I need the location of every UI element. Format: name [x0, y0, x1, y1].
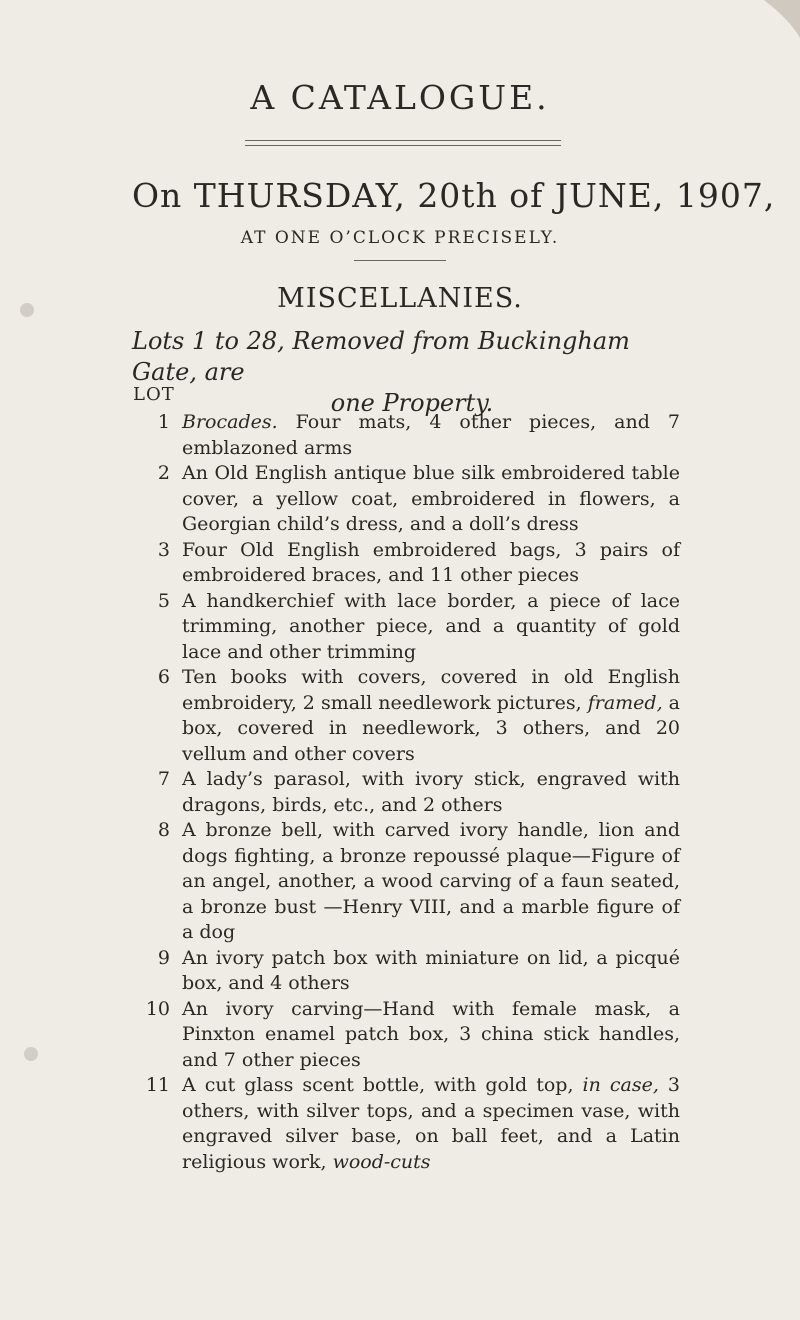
lot-description [182, 1073, 680, 1175]
lot-description: A lady’s parasol, with ivory stick, engraved with dragons, birds, etc., and 2 others [182, 768, 680, 816]
lot-entry [132, 1073, 680, 1175]
lot-description [182, 665, 680, 767]
lot-entry [132, 767, 680, 818]
lot-number: 3 [157, 538, 170, 561]
lot-number: 10 [145, 997, 170, 1020]
lot-description: An Old English antique blue silk embroidered table cover, a yellow coat, embroidered in flowers, a Georgian child’s dress, and a doll’s dress [182, 462, 680, 535]
lot-text: Ten books with covers, covered in old English embroidery, 2 small needlework pictures, [182, 666, 680, 714]
lot-text: A cut glass scent bottle, with gold top, [182, 1074, 583, 1096]
lot-entry [132, 946, 680, 997]
lot-description: An ivory carving—Hand with female mask, a Pinxton enamel patch box, 3 china stick handles, and 7 other pieces [182, 997, 680, 1071]
lot-entry [132, 461, 680, 538]
lot-number: 1 [157, 411, 170, 433]
lot-number: 9 [157, 946, 170, 969]
lot-description: A bronze bell, with carved ivory handle, lion and dogs fighting, a bronze repoussé plaque—Figure of an angel, another, a wood carving of a faun seated, a bronze bust —Henry VIII, and a marble figure of a dog [182, 819, 680, 943]
lots-intro-line-2: one Property. [330, 389, 494, 417]
lot-text-italic: wood-cuts [332, 1150, 431, 1173]
lots-intro-line-1: Lots 1 to 28, Removed from Buckingham Gate, are [132, 327, 630, 386]
lot-description: An ivory patch box with miniature on lid, a picqué box, and 4 others [182, 946, 680, 994]
lot-description: Four Old English embroidered bags, 3 pairs of embroidered braces, and 11 other pieces [182, 538, 680, 586]
lots-intro [132, 326, 692, 419]
lot-entry [132, 997, 680, 1074]
lot-entry [132, 818, 680, 946]
lot-lead: Brocades. [182, 411, 278, 433]
lot-number: 6 [157, 666, 170, 688]
lot-number: 7 [157, 768, 170, 790]
lot-text: a box, covered in needlework, 3 others, and 20 vellum and other covers [182, 691, 680, 765]
section-rule [354, 260, 446, 261]
sale-time-line: AT ONE O’CLOCK PRECISELY. [240, 228, 560, 248]
page-corner-shadow [760, 0, 800, 40]
lot-text-italic: in case, [582, 1074, 659, 1096]
lot-text: 3 others, with silver tops, and a specimen vase, with engraved silver base, on ball feet, and a Latin religious work, [182, 1074, 680, 1173]
catalogue-title: A CATALOGUE. [250, 78, 550, 117]
lot-number: 11 [145, 1074, 170, 1096]
lot-number: 5 [157, 589, 170, 612]
lot-number: 8 [157, 819, 170, 841]
lot-entry [132, 410, 680, 461]
lot-description [182, 410, 680, 461]
lot-text: Four mats, 4 other pieces, and 7 emblazoned arms [182, 411, 680, 459]
lot-entry [132, 665, 680, 767]
lot-entry [132, 538, 680, 589]
paper-spot [24, 1047, 38, 1061]
lot-entry [132, 589, 680, 666]
sale-date-line: On THURSDAY, 20th of JUNE, 1907, [132, 176, 776, 215]
title-double-rule [245, 140, 561, 146]
lot-number: 2 [157, 462, 170, 484]
lot-text-italic: framed, [587, 691, 663, 714]
lot-column-header: LOT [133, 384, 175, 405]
lot-list [132, 410, 680, 1175]
lot-description: A handkerchief with lace border, a piece of lace trimming, another piece, and a quantity of gold lace and other trimming [182, 589, 680, 663]
section-heading: MISCELLANIES. [277, 283, 523, 314]
